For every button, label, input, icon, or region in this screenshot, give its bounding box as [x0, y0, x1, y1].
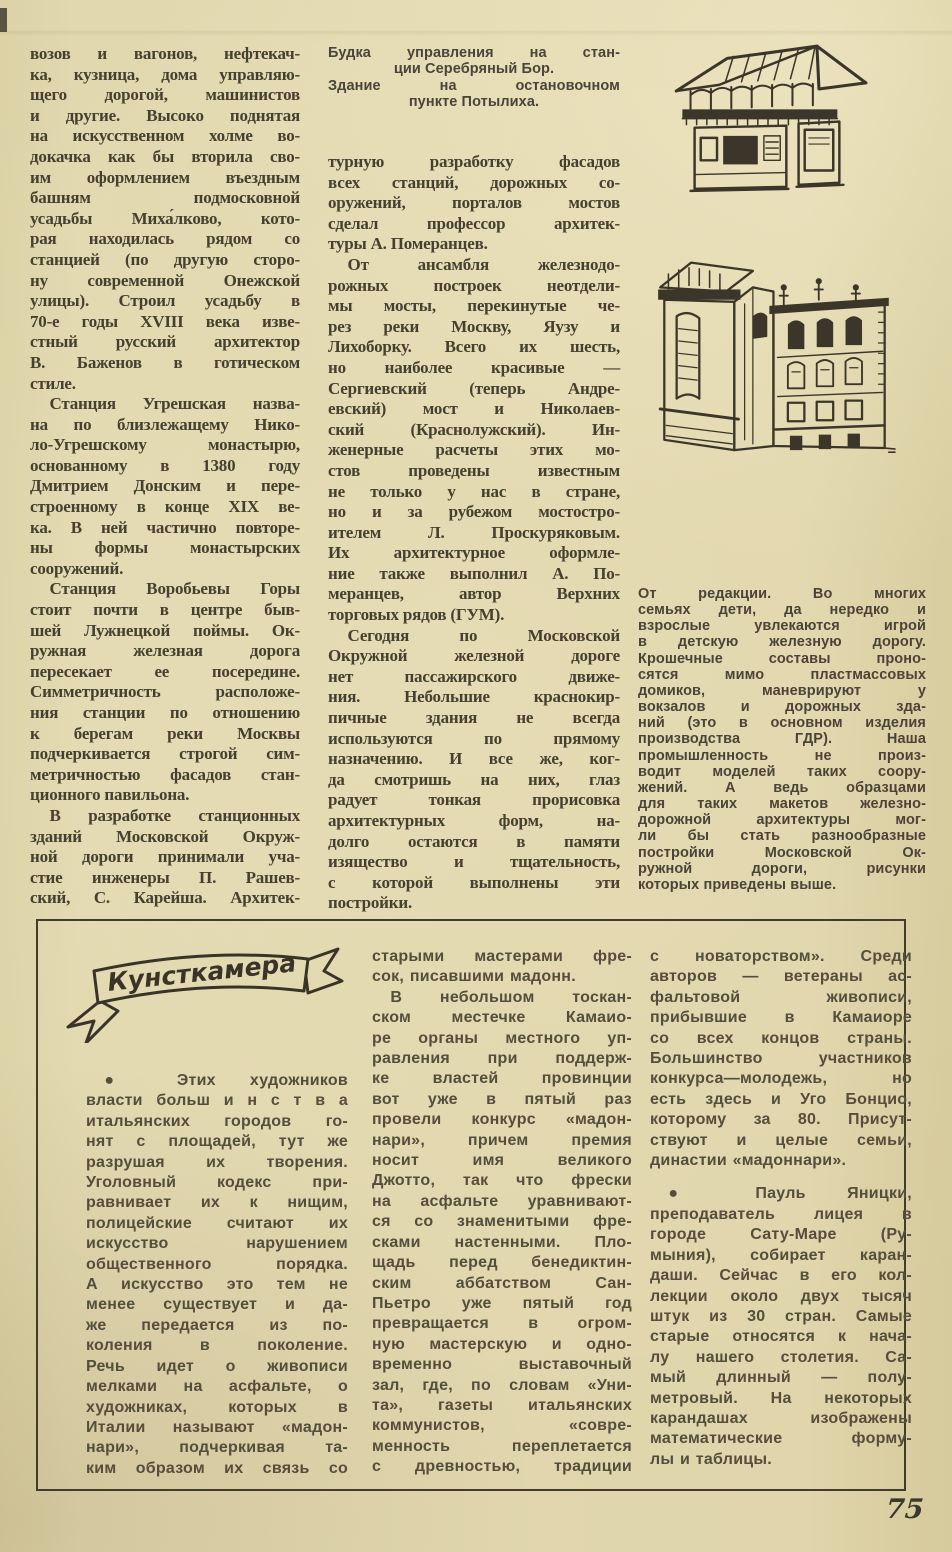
text-line: со всех концов страны.: [650, 1029, 912, 1047]
text-line: с которой выполнены эти: [328, 872, 620, 892]
text-line: В разработке станционных: [49, 805, 300, 825]
text-line: Дмитрием Донским и пере-: [30, 476, 300, 496]
kunstkamera-column-3: [650, 947, 912, 1470]
text-line: шей Лужнецкой поймы. Ок-: [30, 620, 300, 640]
text-line: им оформлением въездным: [30, 167, 300, 187]
text-line: Их архитектурное оформле-: [328, 543, 620, 563]
text-line: усадьбы Миха́лково, кото-: [30, 208, 300, 228]
text-line: сооружений.: [30, 558, 124, 578]
text-line: которых приведены выше.: [638, 876, 837, 893]
text-line: старые относятся к нача-: [650, 1328, 912, 1346]
text-line: Лихоборку. Всего их шесть,: [328, 337, 620, 357]
text-line: конкурса—молодежь, но: [650, 1070, 912, 1088]
text-line: Италии называют «мадон-: [86, 1418, 348, 1436]
control-booth-illustration: [666, 38, 870, 196]
text-line: Будка управления на стан-: [328, 45, 620, 61]
text-line: докачка как бы вторила сво-: [30, 146, 300, 166]
text-line: строенному в конце XIX ве-: [30, 497, 300, 517]
text-line: ся со знаменитыми фре-: [372, 1213, 632, 1231]
text-line: на асфальте уравнивают-: [372, 1192, 632, 1210]
text-line: мелками на асфальте, о: [86, 1378, 348, 1396]
text-line: нет пассажирского движе-: [328, 666, 620, 686]
text-line: математические форму-: [650, 1430, 912, 1448]
station-building-illustration: [654, 244, 896, 476]
text-line: ружной дороги, рисунки: [638, 860, 926, 877]
text-line: полицейские считают их: [86, 1214, 348, 1232]
text-line: лекции около двух тысяч: [650, 1287, 912, 1305]
text-line: возов и вагонов, нефтекач-: [30, 44, 300, 63]
text-line: ке властей провинции: [372, 1070, 632, 1088]
text-line: ную мастерскую и одно-: [372, 1335, 632, 1353]
text-line: домиков, маневрируют у: [638, 682, 926, 699]
text-line: стие инженеры П. Рашев-: [30, 867, 300, 887]
text-line: не только у нас в стране,: [328, 481, 620, 501]
kunstkamera-column-2: [372, 947, 632, 1478]
text-line: провели конкурс «мадон-: [372, 1111, 632, 1129]
page-number: 75: [884, 1494, 925, 1525]
text-line: мы мосты, перекинутые че-: [328, 296, 620, 316]
text-line: прибывшие в Камаиоре: [650, 1009, 912, 1027]
text-line: носит имя великого: [372, 1152, 632, 1170]
text-line: Уголовный кодекс при-: [86, 1174, 348, 1192]
text-line: но наиболее красивые —: [328, 357, 620, 377]
text-line: ло-Угрешскому монастырю,: [30, 435, 300, 455]
text-line: но и за рубежом мостостро-: [328, 502, 620, 522]
text-line: Джотто, так что фрески: [372, 1172, 632, 1190]
text-line: ствуют и целые семьи,: [650, 1131, 912, 1149]
kunstkamera-column-1: [86, 1071, 348, 1479]
text-line: сок, писавшими мадонн.: [372, 968, 576, 986]
article-column-1: [30, 44, 300, 909]
text-line: династии «мадоннари».: [650, 1152, 847, 1170]
text-line: менность переплетается: [372, 1437, 632, 1455]
text-line: подчеркивается строгой сим-: [30, 744, 300, 764]
text-line: В небольшом тоскан-: [390, 988, 632, 1006]
text-line: лы и таблицы.: [650, 1450, 772, 1468]
text-line: та», газеты итальянских: [372, 1396, 632, 1414]
text-line: ском местечке Камаио-: [372, 1009, 632, 1027]
text-line: стов проведены известным: [328, 460, 620, 480]
text-line: даши. Сейчас в его кол-: [650, 1267, 912, 1285]
text-line: превращается в огром-: [372, 1315, 632, 1333]
text-line: ружная железная дорога: [30, 641, 300, 661]
text-line: зал, где, по словам «Уни-: [372, 1376, 632, 1394]
text-line: в детскую железную дорогу.: [638, 634, 926, 651]
text-line: меранцев, автор Верхних: [328, 584, 620, 604]
text-line: с новаторством». Среди: [650, 948, 912, 965]
text-line: ну современной Онежской: [30, 270, 300, 290]
text-line: мыния), собирает каран-: [650, 1246, 912, 1264]
text-line: ны формы монастырских: [30, 538, 300, 558]
text-line: власти больш и н с т в а: [86, 1092, 348, 1110]
text-line: ским аббатством Сан-: [372, 1274, 632, 1292]
text-line: ка. В ней частично повторе-: [30, 517, 300, 537]
text-line: Станция Угрешская назва-: [49, 394, 300, 414]
text-line: дорожной архитектуры мог-: [638, 812, 926, 829]
text-line: евский) мост и Николаев-: [328, 399, 620, 419]
text-line: Сегодня по Московской: [347, 625, 620, 645]
text-line: ский, С. Карейша. Архитек-: [30, 888, 300, 908]
text-line: стоит почти в центре быв-: [30, 600, 300, 620]
editorial-note: [638, 586, 926, 893]
text-line: архитектурных форм, на-: [328, 811, 620, 830]
illustration-caption: [328, 45, 620, 111]
text-line: ния станции по отношению: [30, 703, 300, 722]
text-line: ли бы стать разнообразные: [638, 828, 926, 845]
text-line: нари», причем премия: [372, 1131, 632, 1149]
text-line: ной дороги принимали уча-: [30, 847, 300, 867]
article-column-2: [328, 152, 620, 914]
text-line: пересекает ее посередине.: [30, 661, 300, 681]
text-line: сятся мимо пластмассовых: [638, 666, 926, 683]
text-line: есть здесь и Уго Бонцио,: [650, 1090, 912, 1108]
text-line: коммунистов, «совре-: [372, 1417, 632, 1435]
text-line: водит моделей таких соору-: [638, 763, 926, 780]
kunstkamera-banner: [56, 931, 356, 1043]
text-line: итальянских городов го-: [86, 1112, 348, 1130]
scan-artifact-speck: [0, 8, 7, 32]
text-line: карандашах изображены: [650, 1409, 912, 1427]
text-line: разрушая их творения.: [86, 1153, 348, 1171]
text-line: на по близлежащему Нико-: [30, 414, 300, 434]
text-line: станцией (по другую сторо-: [30, 249, 300, 269]
text-line: торговых рядов (ГУМ).: [328, 605, 505, 625]
station-building-sketch: [654, 244, 896, 476]
text-line: ка, кузница, дома управляю-: [30, 64, 300, 84]
text-line: художниках, которых в: [86, 1398, 348, 1416]
text-line: всех станций, дорожных со-: [328, 172, 620, 192]
text-line: Станция Воробьевы Горы: [49, 579, 300, 599]
text-line: стный русский архитектор: [30, 332, 300, 352]
ribbon-banner-icon: [56, 931, 356, 1043]
text-line: авторов — ветераны ас-: [650, 968, 912, 986]
text-line: Крошечные составы проно-: [638, 650, 926, 667]
text-line: изящество и тщательность,: [328, 852, 620, 872]
text-line: ителем Л. Проскуряковым.: [328, 522, 620, 542]
text-line: А искусство это тем не: [86, 1276, 348, 1294]
text-line: От редакции. Во многих: [638, 586, 926, 602]
text-line: сделал профессор архитек-: [328, 213, 620, 233]
text-line: постройки.: [328, 893, 412, 913]
text-line: В. Баженов в готическом: [30, 352, 300, 372]
text-line: равнивает их к нищим,: [86, 1194, 348, 1212]
text-line: искусство нарушением: [86, 1235, 348, 1253]
text-line: жений. А ведь образцами: [638, 779, 926, 796]
text-line: оружений, порталов мостов: [328, 193, 620, 213]
text-line: которому за 80. Присут-: [650, 1111, 912, 1129]
text-line: нят с площадей, тут же: [86, 1133, 348, 1151]
text-line: пичные здания не всегда: [328, 708, 620, 728]
text-line: вот уже в пятый раз: [372, 1090, 632, 1108]
text-line: туры А. Померанцев.: [328, 234, 488, 254]
text-line: семьях дети, да нередко и: [638, 602, 926, 619]
text-line: щадь перед бенедиктин-: [372, 1254, 632, 1272]
text-line: стиле.: [30, 373, 76, 393]
text-line: для таких макетов железно-: [638, 796, 926, 813]
text-line: Окружной железной дороге: [328, 646, 620, 666]
text-line: [650, 1171, 912, 1184]
text-line: ● Этих художников: [104, 1072, 348, 1089]
text-line: же передается из по-: [86, 1316, 348, 1334]
text-line: ния. Небольшие краснокир-: [328, 687, 620, 707]
text-line: сками настенными. Пло-: [372, 1233, 632, 1251]
text-line: ский (Краснолужский). Ин-: [328, 419, 620, 439]
text-line: ре органы местного уп-: [372, 1029, 632, 1047]
text-line: постройки Московской Ок-: [638, 844, 926, 861]
text-line: ким образом их связь со: [86, 1459, 348, 1477]
text-line: 70-е годы XVIII века изве-: [30, 311, 300, 331]
text-line: производства ГДР). Наша: [638, 731, 926, 748]
text-line: ционного павильона.: [30, 785, 190, 805]
text-line: штук из 30 стран. Самые: [650, 1307, 912, 1325]
text-line: ний (это в основном изделия: [638, 715, 926, 732]
text-line: старыми мастерами фре-: [372, 948, 632, 965]
text-line: От ансамбля железнодо-: [347, 254, 620, 274]
text-line: метровый. На некоторых: [650, 1389, 912, 1407]
text-line: ции Серебряный Бор.: [393, 61, 555, 78]
text-line: нари», подчеркивая та-: [86, 1439, 348, 1457]
text-line: на искусственном холме во-: [30, 126, 300, 146]
text-line: городе Сату-Маре (Ру-: [650, 1226, 912, 1244]
text-line: равления при поддерж-: [372, 1050, 632, 1068]
kunstkamera-box: [36, 919, 912, 1491]
text-line: общественного порядка.: [86, 1255, 348, 1273]
kunstkamera-banner-label: Кунсткамера: [106, 948, 298, 997]
text-line: лу нашего столетия. Са-: [650, 1348, 912, 1366]
text-line: менее существует и да-: [86, 1296, 348, 1314]
text-line: с древностью, традиции: [372, 1458, 632, 1476]
text-line: Большинство участников: [650, 1050, 912, 1068]
text-line: взрослые увлекаются игрой: [638, 618, 926, 635]
text-line: Сергиевский (теперь Андре-: [328, 378, 620, 398]
text-line: зданий Московской Окруж-: [30, 826, 300, 846]
text-line: ● Пауль Яницки,: [668, 1185, 912, 1203]
text-line: улицы). Строил усадьбу в: [30, 291, 300, 311]
text-line: вокзалов и дорожных зда-: [638, 699, 926, 716]
text-line: преподаватель лицея в: [650, 1205, 912, 1223]
text-line: Пьетро уже пятый год: [372, 1294, 632, 1312]
text-line: женерные расчеты этих мо-: [328, 440, 620, 460]
text-line: турную разработку фасадов: [328, 152, 620, 171]
text-line: Симметричность расположе-: [30, 682, 300, 702]
text-line: метричностью фасадов стан-: [30, 764, 300, 784]
text-line: ние также выполнил А. По-: [328, 563, 620, 583]
text-line: радует тонкая прорисовка: [328, 790, 620, 810]
text-line: Здание на остановочном: [328, 77, 620, 94]
text-line: временно выставочный: [372, 1356, 632, 1374]
text-line: рая находилась рядом со: [30, 229, 300, 249]
text-line: мый длинный — полу-: [650, 1369, 912, 1387]
text-line: используются по прямому: [328, 728, 620, 748]
text-line: рожных построек неотдели-: [328, 275, 620, 295]
text-line: Речь идет о живописи: [86, 1357, 348, 1375]
text-line: и другие. Высоко поднятая: [30, 105, 300, 125]
text-line: к берегам реки Москвы: [30, 723, 300, 743]
text-line: щего дорогой, машинистов: [30, 85, 300, 105]
text-line: пункте Потылиха.: [408, 94, 540, 111]
text-line: промышленность не произ-: [638, 747, 926, 764]
text-line: назначению. И все же, ког-: [328, 749, 620, 769]
text-line: да смотришь на них, глаз: [328, 769, 620, 789]
text-line: рез реки Москву, Яузу и: [328, 316, 620, 336]
control-booth-sketch: [666, 38, 870, 196]
text-line: коления в поколение.: [86, 1337, 348, 1355]
text-line: основанному в 1380 году: [30, 455, 300, 475]
text-line: фальтовой живописи,: [650, 988, 912, 1006]
text-line: башням подмосковной: [30, 188, 300, 208]
text-line: долго остаются в памяти: [328, 831, 620, 851]
